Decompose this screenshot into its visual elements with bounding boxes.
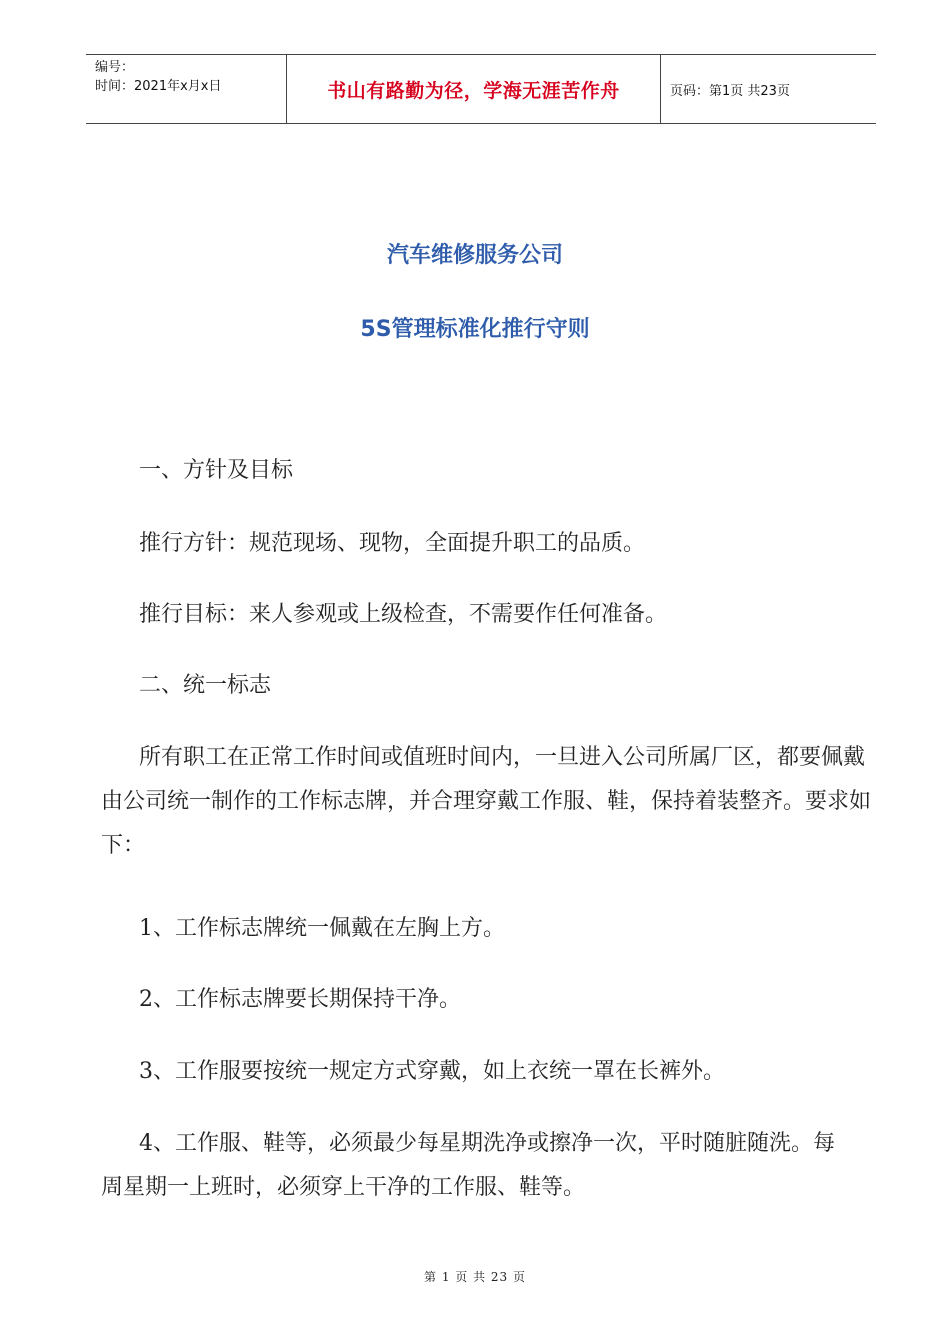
list-item-1: 1、工作标志牌统一佩戴在左胸上方。 xyxy=(139,916,505,941)
list-item-3: 3、工作服要按统一规定方式穿戴，如上衣统一罩在长裤外。 xyxy=(139,1059,725,1084)
header-motto-cell xyxy=(287,55,661,123)
paragraph-goal: 推行目标：来人参观或上级检查，不需要作任何准备。 xyxy=(139,602,668,627)
paragraph-policy: 推行方针：规范现场、现物，全面提升职工的品质。 xyxy=(139,531,646,556)
header-page-cell xyxy=(661,55,876,123)
paragraph-requirements: 所有职工在正常工作时间或值班时间内，一旦进入公司所属厂区，都要佩戴由公司统一制作的工作标志牌，并合理穿戴工作服、鞋，保持着装整齐。要求如下： xyxy=(101,745,872,858)
company-title: 汽车维修服务公司 xyxy=(386,243,563,268)
section-heading-1: 一、方针及目标 xyxy=(139,458,294,483)
section-heading-2: 二、统一标志 xyxy=(139,673,272,698)
header-meta-cell xyxy=(86,55,287,123)
motto-text: 书山有路勤为径，学海无涯苦作舟 xyxy=(327,79,620,102)
number-label: 编号： xyxy=(95,60,135,75)
page-footer: 第 1 页 共 23 页 xyxy=(424,1270,526,1284)
page-info: 页码：第1页 共23页 xyxy=(670,83,790,99)
time-label: 时间：2021年x月x日 xyxy=(95,79,222,94)
list-item-4: 4、工作服、鞋等，必须最少每星期洗净或擦净一次，平时随脏随洗。每周星期一上班时，必须穿上干净的工作服、鞋等。 xyxy=(101,1131,835,1200)
list-item-2: 2、工作标志牌要长期保持干净。 xyxy=(139,987,461,1012)
document-title: 5S管理标准化推行守则 xyxy=(360,317,590,342)
page-header xyxy=(86,54,876,124)
